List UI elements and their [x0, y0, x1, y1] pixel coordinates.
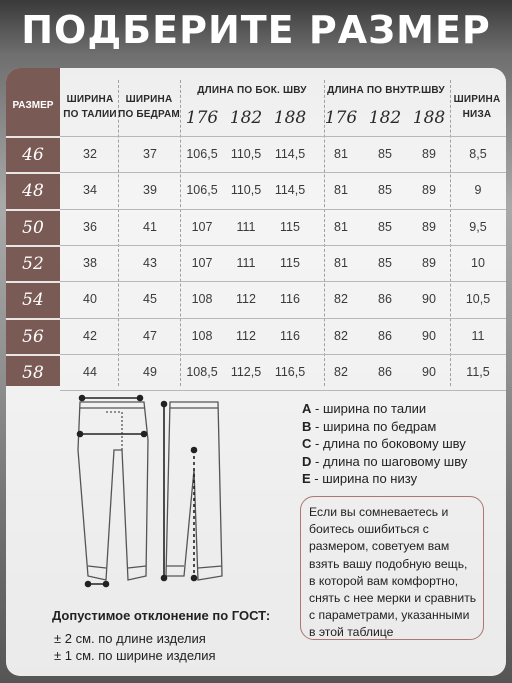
page-title: ПОДБЕРИТЕ РАЗМЕР	[21, 8, 491, 52]
hips-cell: 39	[143, 183, 157, 198]
side-seam-cell: 112	[236, 292, 256, 307]
pants-front-outline	[78, 402, 148, 580]
side-seam-cell: 114,5	[274, 147, 306, 162]
side-seam-cell: 106,5	[186, 183, 218, 198]
side-seam-cell: 111	[236, 219, 256, 234]
inner-seam-cell: 85	[378, 256, 392, 271]
pants-diagram	[66, 390, 246, 592]
legend-item-c	[302, 436, 466, 451]
hips-cell: 37	[143, 147, 157, 162]
inner-seam-cell: 85	[378, 183, 392, 198]
header-waist: ШИРИНА ПО ТАЛИИ	[63, 94, 117, 120]
legend-letter: A	[302, 401, 312, 416]
size-cell: 58	[22, 362, 44, 383]
gost-line-length: ± 2 см. по длине изделия	[54, 631, 206, 646]
waist-cell: 42	[83, 328, 97, 343]
waist-cell: 32	[83, 147, 97, 162]
waist-cell: 34	[83, 183, 97, 198]
bottom-width-cell: 9,5	[469, 219, 487, 234]
size-separator	[6, 172, 60, 174]
side-seam-cell: 106,5	[186, 147, 218, 162]
inner-seam-cell: 85	[378, 147, 392, 162]
inner-seam-cell: 82	[334, 328, 348, 343]
legend-item-d	[302, 454, 467, 469]
size-cell: 46	[22, 145, 44, 166]
legend-text: - ширина по низу	[310, 471, 418, 486]
side-seam-cell: 112	[236, 328, 256, 343]
hips-cell: 49	[143, 364, 157, 379]
side-seam-cell: 107	[191, 219, 213, 234]
side-seam-cell: 116	[280, 328, 300, 343]
inner-seam-cell: 86	[378, 292, 392, 307]
height-inner-182: 182	[368, 108, 402, 128]
size-cell: 50	[22, 217, 44, 238]
inner-seam-cell: 82	[334, 364, 348, 379]
height-side-176: 176	[185, 108, 219, 128]
waist-cell: 36	[83, 219, 97, 234]
hips-cell: 43	[143, 256, 157, 271]
size-separator	[6, 318, 60, 320]
inner-seam-cell: 81	[334, 219, 348, 234]
inner-seam-cell: 89	[422, 256, 436, 271]
legend-letter: B	[302, 418, 312, 434]
inner-seam-cell: 86	[378, 364, 392, 379]
size-separator	[6, 281, 60, 283]
bottom-width-cell: 11	[471, 328, 485, 343]
row-divider	[60, 245, 506, 246]
row-divider	[60, 354, 506, 355]
hips-cell: 45	[143, 292, 157, 307]
inner-seam-cell: 90	[422, 328, 436, 343]
gost-title: Допустимое отклонение по ГОСТ:	[52, 608, 271, 623]
legend-text: - ширина по талии	[311, 401, 427, 416]
waist-cell: 44	[83, 364, 97, 379]
size-header: РАЗМЕР	[12, 100, 54, 111]
header-side-seam: ДЛИНА ПО БОК. ШВУ	[197, 85, 307, 96]
advice-box: Если вы сомневаетесь и боитесь ошибиться с размером, советуем вам взять вашу подобную вещь, в которой вам комфортно, снять с нее мерки и сравнить с параметрами, указанными в этой таблице	[300, 496, 484, 640]
size-chart-panel	[6, 68, 506, 676]
column-separator	[118, 80, 119, 386]
side-seam-cell: 108	[191, 328, 213, 343]
inner-seam-cell: 89	[422, 183, 436, 198]
legend-letter: C	[302, 436, 312, 451]
inner-seam-cell: 85	[378, 219, 392, 234]
side-seam-cell: 108	[191, 292, 213, 307]
size-cell: 56	[22, 326, 44, 347]
inner-seam-cell: 89	[422, 147, 436, 162]
height-side-182: 182	[229, 108, 263, 128]
side-seam-cell: 116	[280, 292, 300, 307]
inner-seam-cell: 89	[422, 219, 436, 234]
row-divider	[60, 209, 506, 210]
row-divider	[60, 172, 506, 173]
side-seam-cell: 110,5	[230, 147, 262, 162]
legend-letter: E	[302, 471, 311, 486]
header-bottom-width: ШИРИНА НИЗА	[453, 94, 501, 120]
legend-item-a	[302, 401, 426, 416]
height-side-188: 188	[273, 108, 307, 128]
legend-letter: D	[302, 453, 312, 469]
inner-seam-cell: 86	[378, 328, 392, 343]
side-seam-cell: 108,5	[186, 364, 218, 379]
gost-line-width: ± 1 см. по ширине изделия	[54, 648, 216, 663]
side-seam-cell: 116,5	[274, 364, 306, 379]
header-hips: ШИРИНА ПО БЕДРАМ	[118, 94, 180, 120]
size-separator	[6, 209, 60, 211]
size-cell: 48	[22, 181, 44, 202]
side-seam-cell: 115	[280, 219, 300, 234]
hips-cell: 47	[143, 328, 157, 343]
legend-text: - длина по боковому шву	[311, 436, 466, 451]
size-cell: 52	[22, 254, 44, 275]
inner-seam-cell: 81	[334, 256, 348, 271]
row-divider	[60, 281, 506, 282]
side-seam-cell: 111	[236, 256, 256, 271]
bottom-width-cell: 11,5	[466, 364, 490, 379]
legend-item-b	[302, 419, 436, 434]
row-divider	[60, 318, 506, 319]
inner-seam-cell: 81	[334, 147, 348, 162]
inner-seam-cell: 81	[334, 183, 348, 198]
hips-cell: 41	[143, 219, 157, 234]
inner-seam-cell: 90	[422, 364, 436, 379]
legend-text: - ширина по бедрам	[311, 418, 437, 434]
waist-cell: 40	[83, 292, 97, 307]
side-seam-cell: 115	[280, 256, 300, 271]
bottom-width-cell: 10,5	[465, 292, 491, 307]
size-separator	[6, 136, 60, 138]
side-seam-cell: 110,5	[230, 183, 262, 198]
bottom-width-cell: 9	[474, 183, 482, 198]
height-inner-188: 188	[412, 108, 446, 128]
side-seam-cell: 114,5	[274, 183, 306, 198]
height-inner-176: 176	[324, 108, 358, 128]
bottom-width-cell: 8,5	[469, 147, 487, 162]
legend-text: - длина по шаговому шву	[311, 453, 468, 469]
size-separator	[6, 354, 60, 356]
legend-item-e	[302, 471, 417, 486]
bottom-width-cell: 10	[471, 256, 485, 271]
waist-cell: 38	[83, 256, 97, 271]
side-seam-cell: 107	[191, 256, 213, 271]
inner-seam-cell: 82	[334, 292, 348, 307]
side-seam-cell: 112,5	[230, 364, 262, 379]
row-divider	[60, 136, 506, 137]
size-cell: 54	[22, 290, 44, 311]
header-inner-seam: ДЛИНА ПО ВНУТР.ШВУ	[327, 85, 445, 96]
size-separator	[6, 245, 60, 247]
inner-seam-cell: 90	[422, 292, 436, 307]
